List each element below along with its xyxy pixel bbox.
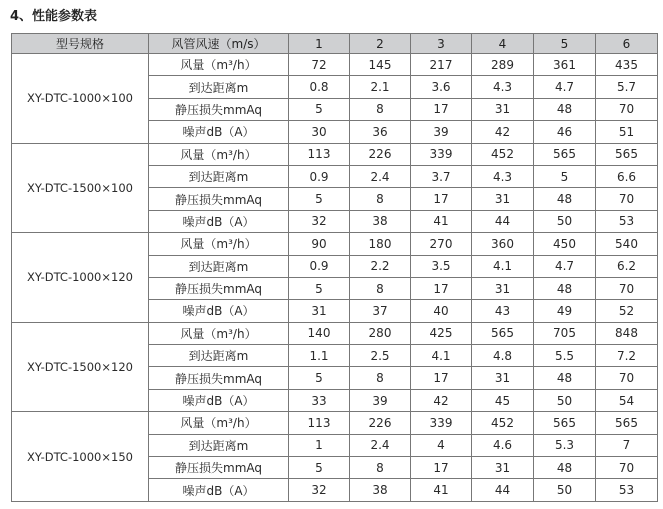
param-cell: 静压损失mmAq (149, 277, 289, 299)
value-cell: 70 (596, 457, 658, 479)
value-cell: 40 (411, 300, 472, 322)
param-cell: 风量（m³/h） (149, 322, 289, 344)
value-cell: 4.3 (472, 165, 534, 187)
value-cell: 140 (289, 322, 350, 344)
value-cell: 49 (534, 300, 596, 322)
value-cell: 50 (534, 210, 596, 232)
value-cell: 5.7 (596, 76, 658, 98)
value-cell: 5 (289, 457, 350, 479)
value-cell: 70 (596, 188, 658, 210)
value-cell: 48 (534, 188, 596, 210)
value-cell: 145 (350, 54, 411, 76)
value-cell: 2.4 (350, 434, 411, 456)
value-cell: 113 (289, 412, 350, 434)
value-cell: 565 (472, 322, 534, 344)
value-cell: 339 (411, 143, 472, 165)
value-cell: 48 (534, 457, 596, 479)
header-col-4: 4 (472, 34, 534, 54)
value-cell: 30 (289, 121, 350, 143)
param-cell: 静压损失mmAq (149, 188, 289, 210)
value-cell: 3.6 (411, 76, 472, 98)
param-cell: 风量（m³/h） (149, 54, 289, 76)
table-row (12, 54, 658, 76)
value-cell: 2.4 (350, 165, 411, 187)
value-cell: 435 (596, 54, 658, 76)
value-cell: 8 (350, 457, 411, 479)
value-cell: 41 (411, 479, 472, 501)
value-cell: 2.5 (350, 345, 411, 367)
value-cell: 1 (289, 434, 350, 456)
value-cell: 52 (596, 300, 658, 322)
model-cell: XY-DTC-1000×120 (12, 233, 149, 323)
value-cell: 41 (411, 210, 472, 232)
table-row (12, 322, 658, 344)
value-cell: 53 (596, 479, 658, 501)
value-cell: 2.2 (350, 255, 411, 277)
value-cell: 42 (411, 389, 472, 411)
value-cell: 4.7 (534, 76, 596, 98)
value-cell: 48 (534, 367, 596, 389)
value-cell: 5.5 (534, 345, 596, 367)
value-cell: 70 (596, 367, 658, 389)
value-cell: 0.9 (289, 255, 350, 277)
value-cell: 270 (411, 233, 472, 255)
value-cell: 4.1 (411, 345, 472, 367)
value-cell: 280 (350, 322, 411, 344)
value-cell: 8 (350, 188, 411, 210)
value-cell: 37 (350, 300, 411, 322)
value-cell: 33 (289, 389, 350, 411)
value-cell: 44 (472, 479, 534, 501)
value-cell: 5 (534, 165, 596, 187)
value-cell: 113 (289, 143, 350, 165)
value-cell: 53 (596, 210, 658, 232)
header-speed: 风管风速（m/s） (149, 34, 289, 54)
value-cell: 180 (350, 233, 411, 255)
value-cell: 46 (534, 121, 596, 143)
model-cell: XY-DTC-1000×100 (12, 54, 149, 144)
value-cell: 31 (472, 188, 534, 210)
value-cell: 3.7 (411, 165, 472, 187)
header-col-3: 3 (411, 34, 472, 54)
value-cell: 70 (596, 277, 658, 299)
value-cell: 4.1 (472, 255, 534, 277)
value-cell: 50 (534, 389, 596, 411)
header-model: 型号规格 (12, 34, 149, 54)
value-cell: 70 (596, 98, 658, 120)
param-cell: 到达距离m (149, 345, 289, 367)
param-cell: 到达距离m (149, 255, 289, 277)
value-cell: 4 (411, 434, 472, 456)
header-row (12, 34, 658, 54)
value-cell: 39 (411, 121, 472, 143)
value-cell: 31 (472, 457, 534, 479)
value-cell: 8 (350, 277, 411, 299)
value-cell: 31 (472, 277, 534, 299)
value-cell: 48 (534, 277, 596, 299)
param-cell: 静压损失mmAq (149, 457, 289, 479)
value-cell: 226 (350, 143, 411, 165)
header-col-2: 2 (350, 34, 411, 54)
value-cell: 17 (411, 367, 472, 389)
value-cell: 848 (596, 322, 658, 344)
param-cell: 噪声dB（A） (149, 479, 289, 501)
value-cell: 1.1 (289, 345, 350, 367)
value-cell: 17 (411, 277, 472, 299)
header-col-6: 6 (596, 34, 658, 54)
value-cell: 32 (289, 210, 350, 232)
value-cell: 72 (289, 54, 350, 76)
param-cell: 静压损失mmAq (149, 98, 289, 120)
value-cell: 90 (289, 233, 350, 255)
value-cell: 7.2 (596, 345, 658, 367)
table-body (12, 54, 658, 502)
value-cell: 7 (596, 434, 658, 456)
performance-table (11, 33, 658, 502)
table-row (12, 412, 658, 434)
value-cell: 360 (472, 233, 534, 255)
value-cell: 32 (289, 479, 350, 501)
value-cell: 452 (472, 412, 534, 434)
value-cell: 226 (350, 412, 411, 434)
value-cell: 42 (472, 121, 534, 143)
value-cell: 31 (472, 367, 534, 389)
value-cell: 4.6 (472, 434, 534, 456)
value-cell: 8 (350, 367, 411, 389)
header-col-5: 5 (534, 34, 596, 54)
value-cell: 48 (534, 98, 596, 120)
param-cell: 噪声dB（A） (149, 121, 289, 143)
value-cell: 565 (534, 143, 596, 165)
param-cell: 风量（m³/h） (149, 143, 289, 165)
value-cell: 450 (534, 233, 596, 255)
value-cell: 4.3 (472, 76, 534, 98)
param-cell: 到达距离m (149, 76, 289, 98)
value-cell: 361 (534, 54, 596, 76)
param-cell: 风量（m³/h） (149, 412, 289, 434)
value-cell: 44 (472, 210, 534, 232)
value-cell: 5 (289, 98, 350, 120)
value-cell: 5 (289, 188, 350, 210)
value-cell: 540 (596, 233, 658, 255)
value-cell: 3.5 (411, 255, 472, 277)
value-cell: 6.6 (596, 165, 658, 187)
value-cell: 17 (411, 188, 472, 210)
value-cell: 43 (472, 300, 534, 322)
value-cell: 5 (289, 277, 350, 299)
param-cell: 噪声dB（A） (149, 210, 289, 232)
param-cell: 静压损失mmAq (149, 367, 289, 389)
value-cell: 36 (350, 121, 411, 143)
value-cell: 0.8 (289, 76, 350, 98)
value-cell: 31 (472, 98, 534, 120)
model-cell: XY-DTC-1000×150 (12, 412, 149, 502)
param-cell: 到达距离m (149, 434, 289, 456)
param-cell: 噪声dB（A） (149, 300, 289, 322)
value-cell: 38 (350, 479, 411, 501)
value-cell: 17 (411, 98, 472, 120)
value-cell: 5.3 (534, 434, 596, 456)
value-cell: 4.7 (534, 255, 596, 277)
value-cell: 6.2 (596, 255, 658, 277)
value-cell: 17 (411, 457, 472, 479)
value-cell: 4.8 (472, 345, 534, 367)
value-cell: 51 (596, 121, 658, 143)
section-title: 4、性能参数表 (10, 9, 98, 24)
value-cell: 452 (472, 143, 534, 165)
value-cell: 565 (534, 412, 596, 434)
value-cell: 2.1 (350, 76, 411, 98)
value-cell: 50 (534, 479, 596, 501)
value-cell: 5 (289, 367, 350, 389)
value-cell: 565 (596, 412, 658, 434)
value-cell: 289 (472, 54, 534, 76)
value-cell: 565 (596, 143, 658, 165)
table-row (12, 143, 658, 165)
model-cell: XY-DTC-1500×120 (12, 322, 149, 412)
value-cell: 0.9 (289, 165, 350, 187)
value-cell: 38 (350, 210, 411, 232)
param-cell: 风量（m³/h） (149, 233, 289, 255)
value-cell: 54 (596, 389, 658, 411)
value-cell: 39 (350, 389, 411, 411)
value-cell: 705 (534, 322, 596, 344)
value-cell: 217 (411, 54, 472, 76)
value-cell: 8 (350, 98, 411, 120)
table-row (12, 233, 658, 255)
header-col-1: 1 (289, 34, 350, 54)
value-cell: 31 (289, 300, 350, 322)
value-cell: 45 (472, 389, 534, 411)
value-cell: 425 (411, 322, 472, 344)
value-cell: 339 (411, 412, 472, 434)
param-cell: 噪声dB（A） (149, 389, 289, 411)
param-cell: 到达距离m (149, 165, 289, 187)
model-cell: XY-DTC-1500×100 (12, 143, 149, 233)
